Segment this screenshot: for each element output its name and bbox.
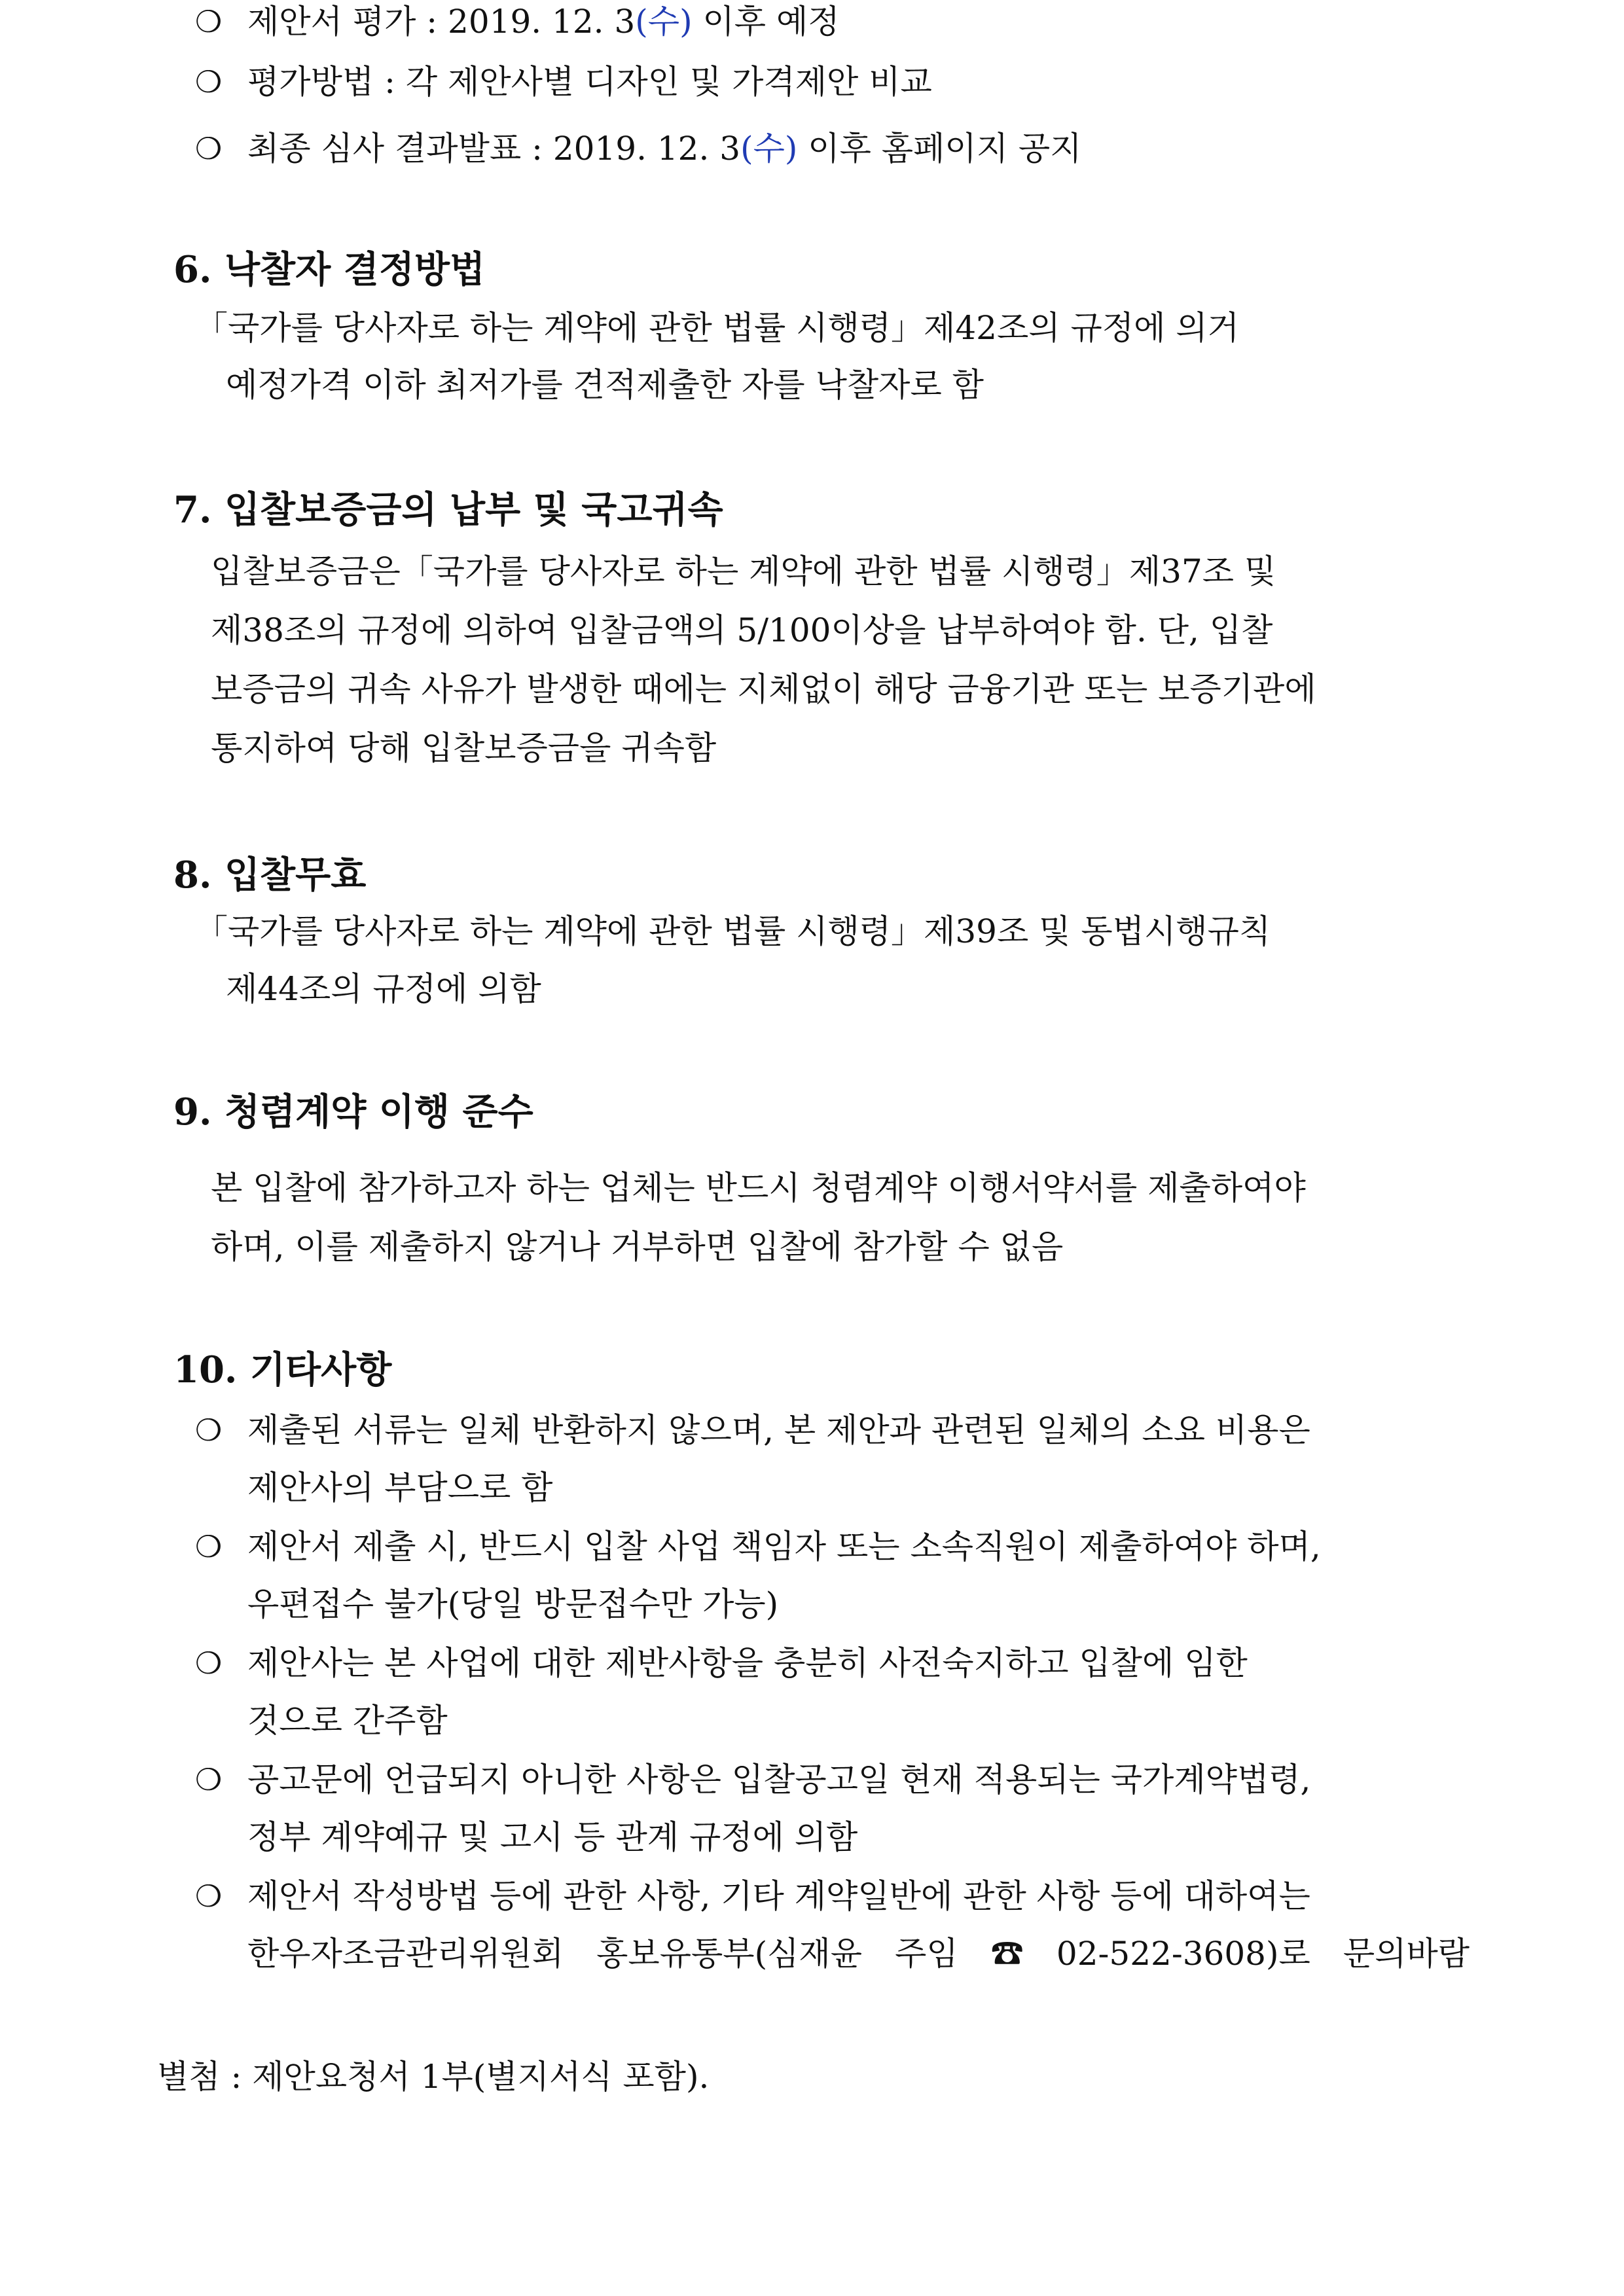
section-10-item-line: 정부 계약예규 및 고시 등 관계 규정에 의함 xyxy=(247,1818,858,1856)
section-9-line: 본 입찰에 참가하고자 하는 업체는 반드시 청렴계약 이행서약서를 제출하여야 xyxy=(211,1169,1306,1207)
schedule-evaluation: 제안서 평가 : 2019. 12. 3(수) 이후 예정 xyxy=(247,3,840,41)
section-10-item-line: 제안서 제출 시, 반드시 입찰 사업 책임자 또는 소속직원이 제출하여야 하며, xyxy=(247,1528,1321,1566)
attachment-note: 별첨 : 제안요청서 1부(별지서식 포함). xyxy=(157,2058,710,2096)
section-8-line: 「국가를 당사자로 하는 계약에 관한 법률 시행령」제39조 및 동법시행규칙 xyxy=(195,912,1271,950)
section-7-line: 입찰보증금은「국가를 당사자로 하는 계약에 관한 법률 시행령」제37조 및 xyxy=(211,552,1276,590)
section-10-title: 10. 기타사항 xyxy=(173,1348,392,1391)
section-6-title: 6. 낙찰자 결정방법 xyxy=(173,248,486,291)
schedule-method: 평가방법 : 각 제안사별 디자인 및 가격제안 비교 xyxy=(247,63,932,101)
bullet-icon: ❍ xyxy=(195,1412,223,1448)
bullet-icon: ❍ xyxy=(195,1529,223,1564)
section-10-item-line: 것으로 간주함 xyxy=(247,1702,448,1740)
bullet-icon: ❍ xyxy=(195,1645,223,1681)
section-7-line: 통지하여 당해 입찰보증금을 귀속함 xyxy=(211,729,717,767)
section-10-item-line: 한우자조금관리위원회 홍보유통부(심재윤 주임 ☎ 02-522-3608)로 문의바람 xyxy=(247,1935,1470,1973)
section-8-line: 제44조의 규정에 의함 xyxy=(226,970,541,1008)
section-7-line: 보증금의 귀속 사유가 발생한 때에는 지체없이 해당 금융기관 또는 보증기관에 xyxy=(211,670,1316,708)
section-10-item-line: 제안사는 본 사업에 대한 제반사항을 충분히 사전숙지하고 입찰에 임한 xyxy=(247,1644,1248,1682)
section-6-line: 예정가격 이하 최저가를 견적제출한 자를 낙찰자로 함 xyxy=(226,366,984,404)
section-6-line: 「국가를 당사자로 하는 계약에 관한 법률 시행령」제42조의 규정에 의거 xyxy=(195,309,1239,347)
section-10-item-line: 우편접수 불가(당일 방문접수만 가능) xyxy=(247,1585,779,1623)
section-7-title: 7. 입찰보증금의 납부 및 국고귀속 xyxy=(173,488,723,531)
schedule-announcement: 최종 심사 결과발표 : 2019. 12. 3(수) 이후 홈페이지 공지 xyxy=(247,130,1082,168)
section-10-item-line: 제안서 작성방법 등에 관한 사항, 기타 계약일반에 관한 사항 등에 대하여는 xyxy=(247,1877,1310,1915)
bullet-icon: ❍ xyxy=(195,64,223,99)
section-10-item-line: 제안사의 부담으로 함 xyxy=(247,1469,553,1507)
bullet-icon: ❍ xyxy=(195,4,223,39)
bullet-icon: ❍ xyxy=(195,131,223,166)
section-10-item-line: 제출된 서류는 일체 반환하지 않으며, 본 제안과 관련된 일체의 소요 비용은 xyxy=(247,1411,1310,1449)
section-9-line: 하며, 이를 제출하지 않거나 거부하면 입찰에 참가할 수 없음 xyxy=(211,1228,1064,1266)
section-7-line: 제38조의 규정에 의하여 입찰금액의 5/100이상을 납부하여야 함. 단, 입찰 xyxy=(211,611,1273,649)
bullet-icon: ❍ xyxy=(195,1878,223,1914)
section-8-title: 8. 입찰무효 xyxy=(173,853,367,897)
section-10-item-line: 공고문에 언급되지 아니한 사항은 입찰공고일 현재 적용되는 국가계약법령, xyxy=(247,1761,1311,1799)
section-9-title: 9. 청렴계약 이행 준수 xyxy=(173,1090,533,1134)
bullet-icon: ❍ xyxy=(195,1762,223,1797)
